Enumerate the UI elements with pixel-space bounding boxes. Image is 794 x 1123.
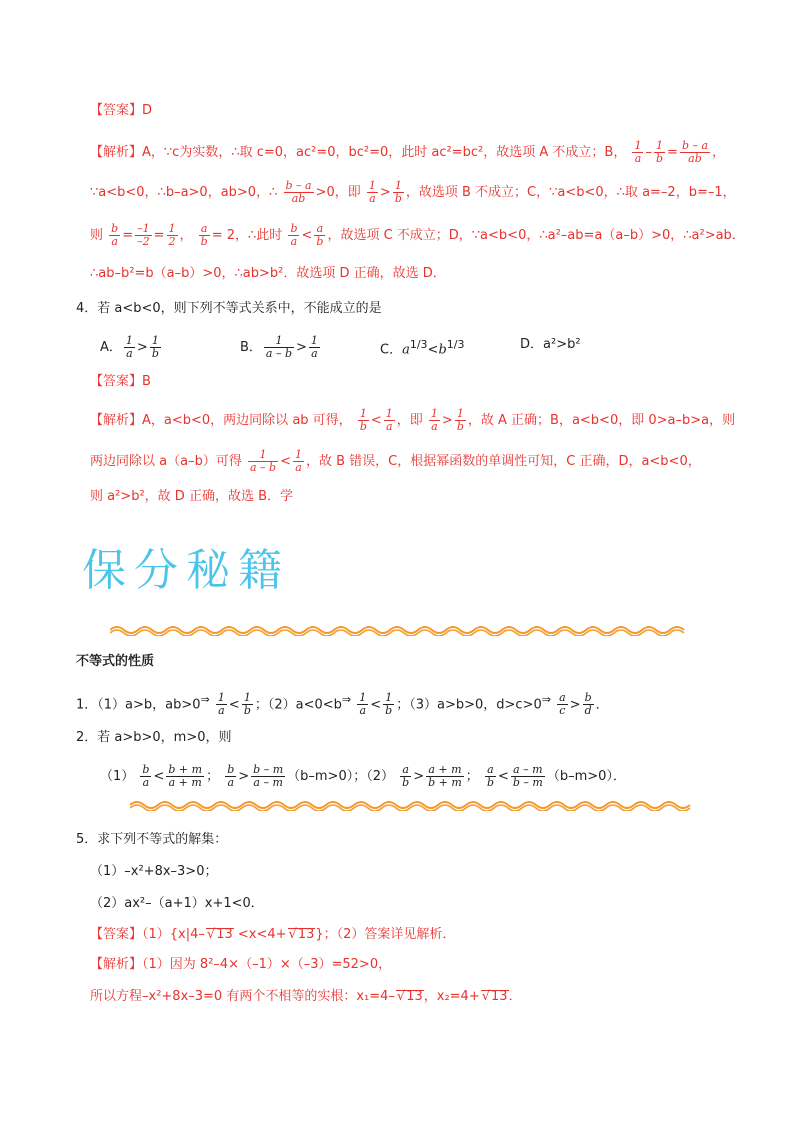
answer-tag: 【答案】: [90, 103, 143, 118]
q4-option-c: C．$a^{1/3}<b^{1/3}$: [380, 338, 465, 358]
q4-options: [100, 335, 163, 360]
q5-part-2: （2）ax²–（a+1）x+1<0．: [90, 896, 264, 911]
q3-analysis-line-1: 【解析】A，∵c为实数，∴取 c=0，ac²=0，bc²=0，此时 ac²=bc²，故选项 A 不成立；B， $\frac{1}{a}$ – $\frac{1}{b}$ = $\frac{b - a}{ab}$ ，: [90, 139, 726, 165]
q4-stem: 4．若 a<b<0，则下列不等式关系中，不能成立的是: [76, 301, 382, 316]
property-2: 2．若 a>b>0，m>0，则: [76, 730, 232, 745]
q3-analysis-line-2: ∵a<b<0，∴b–a>0，ab>0，∴ $\frac{b - a}{ab}$ >0，即 $\frac{1}{a}$ > $\frac{1}{b}$ ，故选项 B 不成立；C，∵a<b<0，∴取 a=–2，b=–1，: [90, 179, 736, 205]
wavy-divider-bottom: [130, 799, 710, 811]
section-title-art: 保分秘籍: [82, 545, 290, 596]
q3-analysis-line-4: ∴ab–b²=b（a–b）>0，∴ab>b²．故选项 D 正确，故选 D．: [90, 266, 446, 281]
sqrt-13-d: √ 13: [481, 990, 509, 1003]
q5-stem: 5．求下列不等式的解集：: [76, 832, 228, 847]
property-1: 1．（1）a>b，ab>0⇒ $\frac{1}{a}$ < $\frac{1}{b}$ ；（2）a<0<b⇒ $\frac{1}{a}$ < $\frac{1}{b}$ ；（3）a>b>0，d>c>0⇒ $\frac{a}{c}$ > $\frac{b}{d}$ ．: [76, 691, 609, 718]
q5-part-1: （1）–x²+8x–3>0；: [90, 864, 218, 879]
property-2-detail: （1） $\frac{b}{a}$ < $\frac{b + m}{a + m}$ ； $\frac{b}{a}$ > $\frac{b - m}{a - m}$ （b–m>0）；（2） $\frac{a}{b}$ > $\frac{a + m}{b + m}$ ； $\frac{a}{b}$ < $\frac{a - m}{b - m}$ （b–m>0）．: [100, 763, 626, 789]
q3-analysis-line-3: 则 $\frac{b}{a}$ = $\frac{-1}{-2}$ = $\frac{1}{2}$ ， $\frac{a}{b}$ = 2，∴此时 $\frac{b}{a}$ < $\frac{a}{b}$ ，故选项 C 不成立；D，∵a<b<0，∴a²–ab=a（a–b）>0，∴a²>ab．: [90, 222, 745, 248]
q4-option-d: D．a²>b²: [520, 337, 581, 352]
analysis-tag: 【解析】: [90, 145, 143, 160]
sqrt-13-b: √ 13: [288, 928, 316, 941]
q3-answer-line: [90, 101, 152, 121]
section-heading: 不等式的性质: [76, 654, 155, 669]
q5-answer-line: 【答案】（1）{x|4–√ 13 <x<4+√ 13}；（2）答案详见解析．: [90, 925, 455, 945]
q4-answer-line: 【答案】B: [90, 374, 151, 389]
q4-analysis-line-2: 两边同除以 a（a–b）可得 $\frac{1}{a - b}$ < $\frac{1}{a}$ ，故 B 错误，C，根据幂函数的单调性可知，C 正确，D，a<b<0，: [90, 448, 701, 474]
q5-analysis-line-2: 所以方程–x²+8x–3=0 有两个不相等的实根：x₁=4–√ 13，x₂=4+√ 13．: [90, 987, 522, 1007]
q4-analysis-line-3: 则 a²>b²，故 D 正确，故选 B．学: [90, 489, 293, 504]
q4-option-b: B． $\frac{1}{a - b}$ > $\frac{1}{a}$: [240, 334, 318, 360]
q4-analysis-line-1: 【解析】A，a<b<0，两边同除以 ab 可得， $\frac{1}{b}$ < $\frac{1}{a}$ ，即 $\frac{1}{a}$ > $\frac{1}{b}$ ，故 A 正确；B，a<b<0，即 0>a–b>a，则: [90, 407, 736, 433]
wavy-divider-top: [110, 624, 690, 636]
answer-value: D: [142, 103, 153, 118]
q5-analysis-line-1: 【解析】（1）因为 8²–4×（–1）×（–3）=52>0，: [90, 957, 392, 972]
option-a: A． $\frac{1}{a}$ > $\frac{1}{b}$: [100, 334, 159, 360]
